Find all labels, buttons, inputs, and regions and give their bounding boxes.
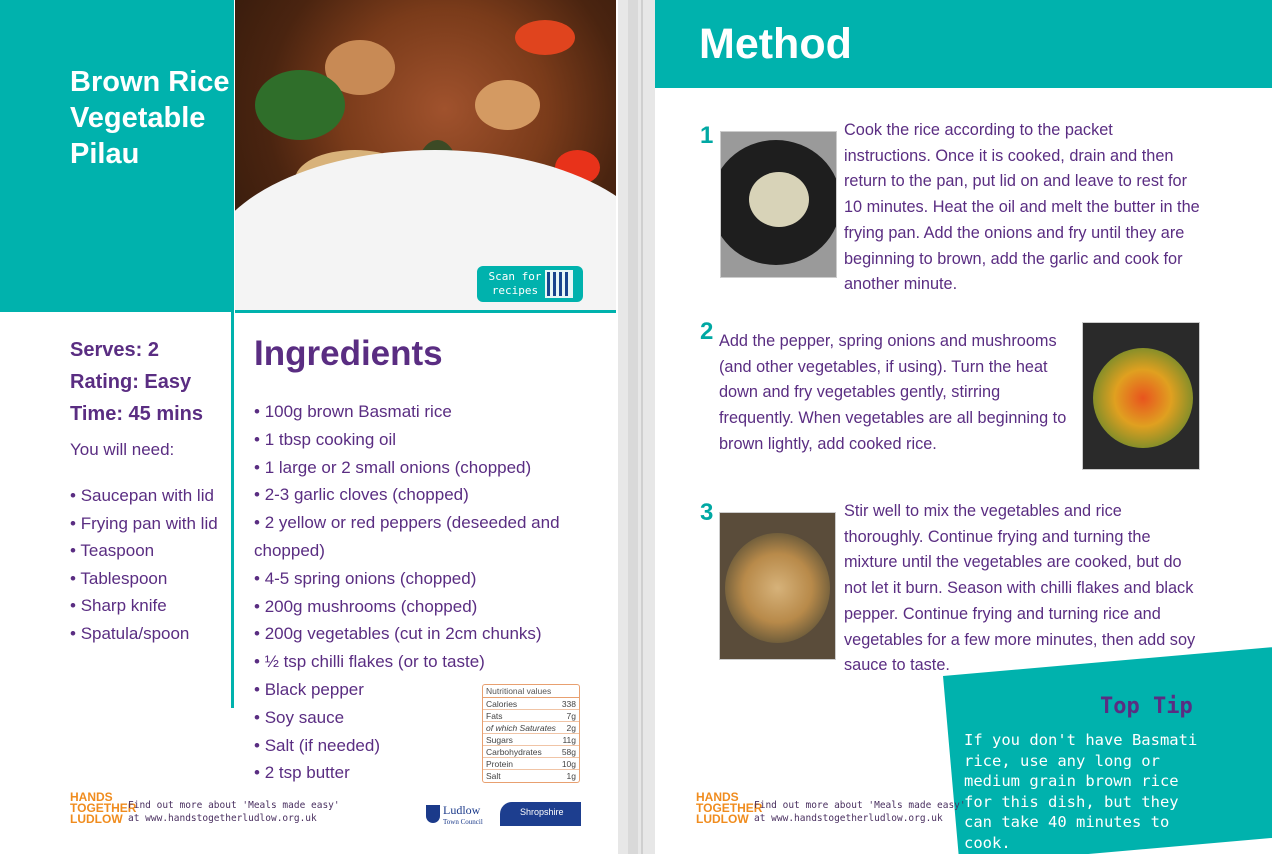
divider-horizontal <box>235 310 616 313</box>
nutrition-row <box>483 746 579 758</box>
ingredient-item: • Salt (if needed) <box>254 732 594 760</box>
vegetables <box>1093 348 1193 448</box>
divider-vertical <box>231 312 234 708</box>
scan-for-recipes-tag[interactable] <box>477 266 583 302</box>
nutrition-row <box>483 698 579 710</box>
hands-together-logo: HANDS TOGETHER LUDLOW <box>70 790 137 826</box>
top-tip-title: Top Tip <box>1100 694 1193 719</box>
hands-together-logo: HANDS TOGETHER LUDLOW <box>696 790 763 826</box>
top-tip-text: If you don't have Basmati rice, use any long or medium grain brown rice for this dish, but they can take 40 minutes to cook. <box>964 731 1198 852</box>
ingredient-item: • Black pepper <box>254 676 594 704</box>
nutrition-row <box>483 722 579 734</box>
ludlow-council-logo <box>426 802 483 826</box>
nutrition-value: 10g <box>561 759 576 769</box>
nutrition-value: 338 <box>561 699 576 709</box>
ingredient-item: • 100g brown Basmati rice <box>254 398 594 426</box>
ingredients-heading: Ingredients <box>254 334 443 373</box>
nutrition-label: Sugars <box>486 735 513 745</box>
shropshire-council-logo: Shropshire <box>500 802 581 826</box>
step-2-photo <box>1082 322 1200 470</box>
food-mushroom <box>475 80 540 130</box>
gutter-edge <box>628 0 638 854</box>
scan-tag-label: Scan for recipes <box>488 270 542 297</box>
ingredient-item: • 1 large or 2 small onions (chopped) <box>254 454 594 482</box>
nutrition-value: 11g <box>562 735 576 745</box>
onions <box>749 172 809 227</box>
nutrition-label: Carbohydrates <box>486 747 542 757</box>
method-right-page <box>655 0 1272 854</box>
ingredient-item: • 200g vegetables (cut in 2cm chunks) <box>254 620 594 648</box>
footer-link[interactable]: at www.handstogetherludlow.org.uk <box>128 813 317 824</box>
nutrition-value: 58g <box>561 747 576 757</box>
footer-link[interactable]: at www.handstogetherludlow.org.uk <box>754 813 943 824</box>
equipment-item: • Frying pan with lid <box>70 510 230 538</box>
footer-line: Find out more about 'Meals made easy' <box>128 800 340 811</box>
equipment-item: • Saucepan with lid <box>70 482 230 510</box>
step-1-photo <box>720 131 837 278</box>
title-block <box>0 0 234 312</box>
nutrition-row <box>483 758 579 770</box>
step-number: 2 <box>700 318 714 345</box>
nutrition-label: Protein <box>486 759 513 769</box>
nutrition-row <box>483 770 579 782</box>
nutrition-value: 1g <box>566 771 576 781</box>
nutrition-label: Fats <box>486 711 503 721</box>
equipment-item: • Tablespoon <box>70 565 230 593</box>
ingredient-item: • 1 tbsp cooking oil <box>254 426 594 454</box>
step-number: 3 <box>700 499 714 526</box>
ludlow-text <box>443 803 483 826</box>
step-text: Add the pepper, spring onions and mushrooms (and other vegetables, if using). Turn the heat down and fry vegetables gently, stirring frequently. When vegetables are all beginning to brown lightly, add cooked rice. <box>719 332 1067 453</box>
qr-code-icon <box>545 270 573 298</box>
nutrition-value: 2g <box>566 723 576 733</box>
serves: Serves: 2 <box>70 339 159 361</box>
step-3-photo <box>719 512 836 660</box>
ingredient-item: • 2 yellow or red peppers (deseeded and chopped) <box>254 509 594 565</box>
nutrition-value: 7g <box>566 711 576 721</box>
ingredient-item: • 200g mushrooms (chopped) <box>254 593 594 621</box>
nutrition-row <box>483 734 579 746</box>
nutrition-table <box>482 684 580 783</box>
step-text: Stir well to mix the vegetables and rice thoroughly. Continue frying and turning the mixture until the vegetables are cooked, but do not let it burn. Season with chilli flakes and black pepper. Continue frying and turning rice and vegetables for a few more minutes, then add soy sauce to taste. <box>844 502 1196 675</box>
equipment-item: • Teaspoon <box>70 537 230 565</box>
method-header <box>655 0 1272 88</box>
you-will-need-label: You will need: <box>70 440 175 459</box>
ingredient-item: • 4-5 spring onions (chopped) <box>254 565 594 593</box>
recipe-title: Brown Rice Vegetable Pilau <box>70 66 230 170</box>
gutter-edge <box>641 0 643 854</box>
step-number: 1 <box>700 122 714 149</box>
rating: Rating: Easy <box>70 371 192 393</box>
time: Time: 45 mins <box>70 403 204 425</box>
footer-line: Find out more about 'Meals made easy' <box>754 800 966 811</box>
nutrition-label: Calories <box>486 699 518 709</box>
equipment-item: • Sharp knife <box>70 592 230 620</box>
shield-icon <box>426 805 440 823</box>
method-heading: Method <box>699 20 852 68</box>
food-pepper <box>515 20 575 55</box>
ludlow-sub: Town Council <box>443 817 483 826</box>
nutrition-heading: Nutritional values <box>483 685 579 698</box>
ludlow-name: Ludlow <box>443 802 481 817</box>
pilau-in-pan <box>725 533 830 643</box>
equipment-list <box>70 482 230 647</box>
step-text: Cook the rice according to the packet instructions. Once it is cooked, drain and then return to the pan, put lid on and leave to rest for 10 minutes. Heat the oil and melt the butter in the frying pan. Add the onions and fry until they are beginning to brown, add the garlic and cook for another minute. <box>844 121 1200 294</box>
recipe-left-page <box>0 0 618 854</box>
ingredient-item: • Soy sauce <box>254 704 594 732</box>
nutrition-row <box>483 710 579 722</box>
recipe-info <box>70 334 230 647</box>
nutrition-label: Salt <box>486 771 501 781</box>
ingredient-item: • 2 tsp butter <box>254 759 594 787</box>
food-herb <box>255 70 345 140</box>
footer-info <box>754 799 966 825</box>
ingredient-item: • ½ tsp chilli flakes (or to taste) <box>254 648 594 676</box>
nutrition-label: of which Saturates <box>486 723 556 733</box>
equipment-item: • Spatula/spoon <box>70 620 230 648</box>
footer-info <box>128 799 340 825</box>
ingredient-item: • 2-3 garlic cloves (chopped) <box>254 481 594 509</box>
